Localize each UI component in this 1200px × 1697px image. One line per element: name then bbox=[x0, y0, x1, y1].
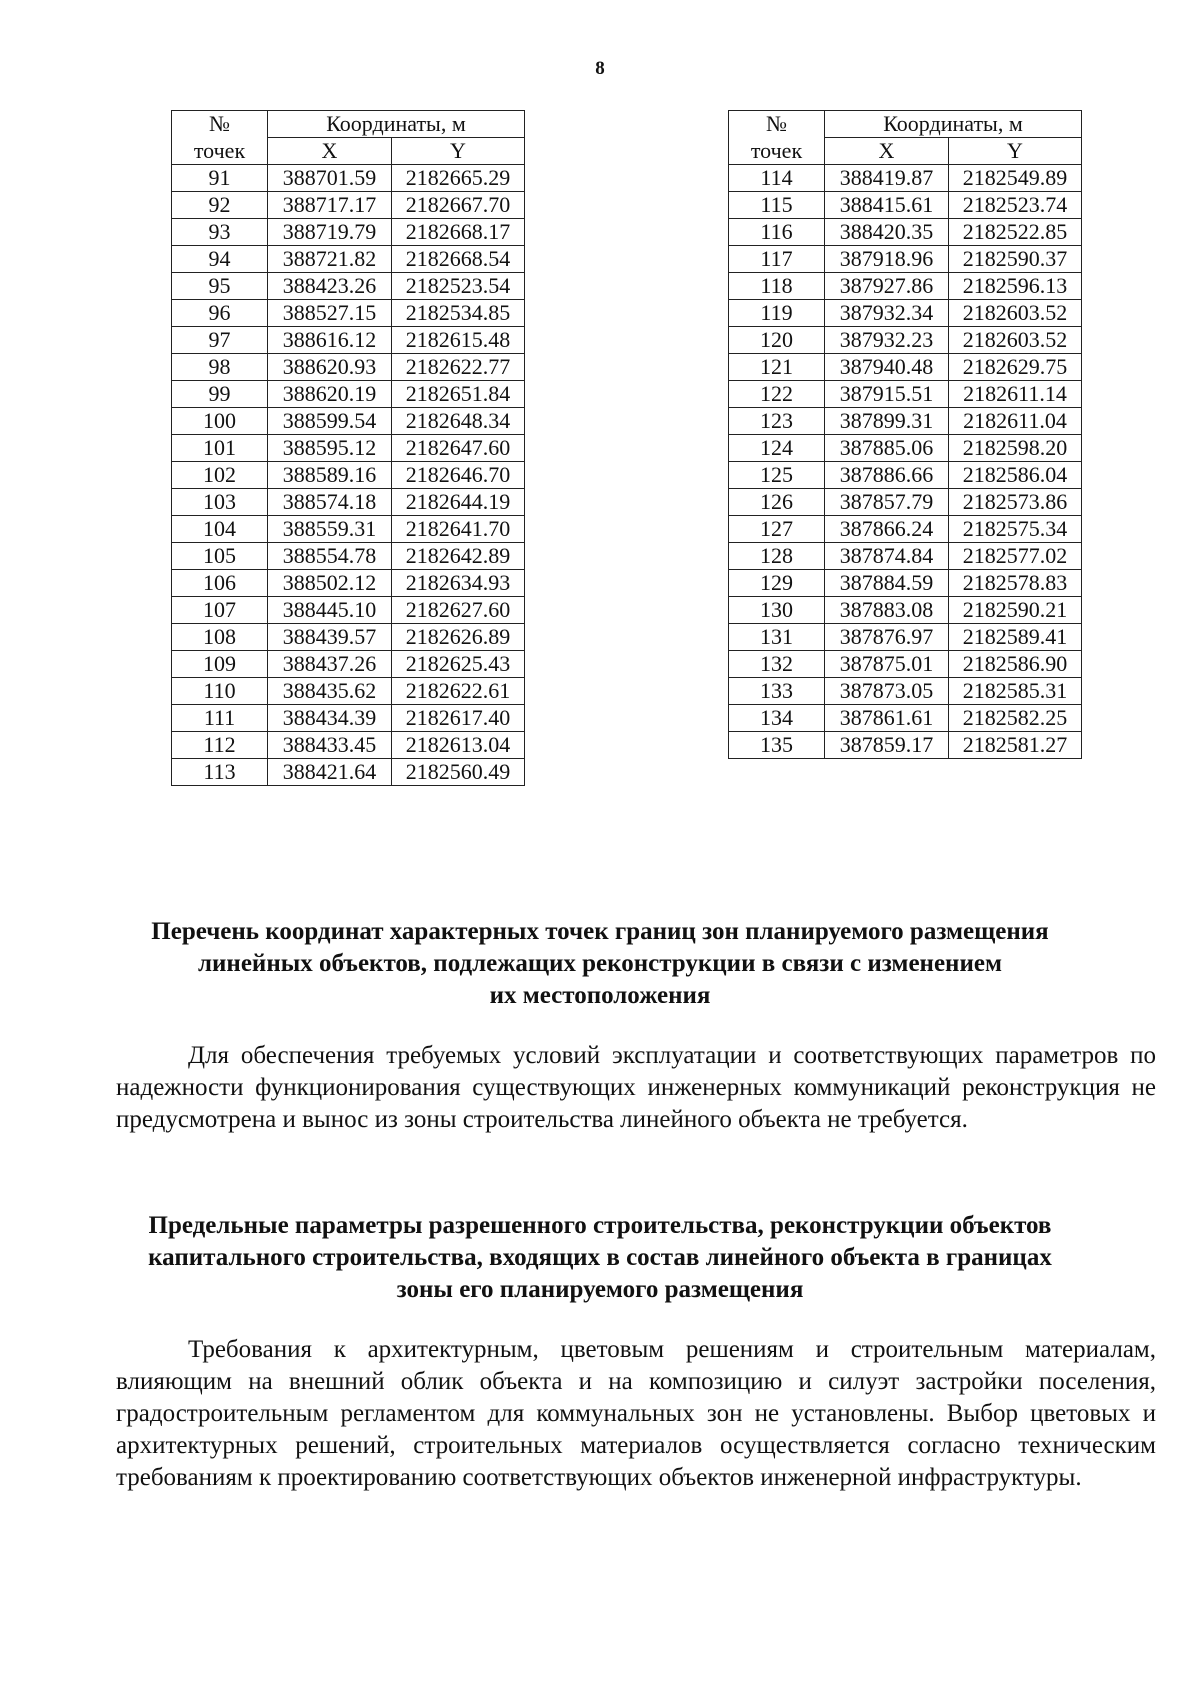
title-line: капитального строительства, входящих в состав линейного объекта в границах bbox=[148, 1244, 1052, 1271]
table-row bbox=[729, 651, 1082, 678]
table-row bbox=[729, 192, 1082, 219]
y-coordinate-cell: 2182585.31 bbox=[949, 678, 1082, 705]
x-coordinate-cell: 388420.35 bbox=[825, 219, 949, 246]
table-row bbox=[172, 705, 525, 732]
point-number-cell: 92 bbox=[172, 192, 268, 219]
header-x: X bbox=[268, 138, 392, 165]
point-number-cell: 111 bbox=[172, 705, 268, 732]
point-number-cell: 98 bbox=[172, 354, 268, 381]
x-coordinate-cell: 388502.12 bbox=[268, 570, 392, 597]
table-row bbox=[729, 570, 1082, 597]
y-coordinate-cell: 2182622.77 bbox=[392, 354, 525, 381]
point-number-cell: 114 bbox=[729, 165, 825, 192]
x-coordinate-cell: 388437.26 bbox=[268, 651, 392, 678]
y-coordinate-cell: 2182523.54 bbox=[392, 273, 525, 300]
table-row bbox=[172, 246, 525, 273]
x-coordinate-cell: 387918.96 bbox=[825, 246, 949, 273]
y-coordinate-cell: 2182646.70 bbox=[392, 462, 525, 489]
y-coordinate-cell: 2182647.60 bbox=[392, 435, 525, 462]
table-row bbox=[172, 408, 525, 435]
point-number-cell: 97 bbox=[172, 327, 268, 354]
point-number-cell: 118 bbox=[729, 273, 825, 300]
point-number-cell: 124 bbox=[729, 435, 825, 462]
x-coordinate-cell: 388527.15 bbox=[268, 300, 392, 327]
y-coordinate-cell: 2182575.34 bbox=[949, 516, 1082, 543]
point-number-cell: 109 bbox=[172, 651, 268, 678]
header-no: № bbox=[729, 111, 825, 138]
header-coordinates: Координаты, м bbox=[268, 111, 525, 138]
y-coordinate-cell: 2182522.85 bbox=[949, 219, 1082, 246]
point-number-cell: 115 bbox=[729, 192, 825, 219]
table-row bbox=[729, 219, 1082, 246]
x-coordinate-cell: 387873.05 bbox=[825, 678, 949, 705]
y-coordinate-cell: 2182573.86 bbox=[949, 489, 1082, 516]
x-coordinate-cell: 388717.17 bbox=[268, 192, 392, 219]
point-number-cell: 94 bbox=[172, 246, 268, 273]
table-row bbox=[729, 705, 1082, 732]
title-line: зоны его планируемого размещения bbox=[396, 1276, 804, 1303]
y-coordinate-cell: 2182590.37 bbox=[949, 246, 1082, 273]
table-row bbox=[729, 597, 1082, 624]
y-coordinate-cell: 2182549.89 bbox=[949, 165, 1082, 192]
point-number-cell: 95 bbox=[172, 273, 268, 300]
y-coordinate-cell: 2182560.49 bbox=[392, 759, 525, 786]
table-row bbox=[172, 759, 525, 786]
y-coordinate-cell: 2182617.40 bbox=[392, 705, 525, 732]
table-row bbox=[729, 381, 1082, 408]
point-number-cell: 112 bbox=[172, 732, 268, 759]
y-coordinate-cell: 2182611.14 bbox=[949, 381, 1082, 408]
y-coordinate-cell: 2182665.29 bbox=[392, 165, 525, 192]
x-coordinate-cell: 388439.57 bbox=[268, 624, 392, 651]
header-points: точек bbox=[729, 138, 825, 165]
y-coordinate-cell: 2182626.89 bbox=[392, 624, 525, 651]
header-points: точек bbox=[172, 138, 268, 165]
table-header-row bbox=[172, 111, 525, 138]
table-row bbox=[729, 516, 1082, 543]
x-coordinate-cell: 387940.48 bbox=[825, 354, 949, 381]
coordinates-table-left bbox=[171, 110, 525, 786]
table-row bbox=[172, 732, 525, 759]
x-coordinate-cell: 387927.86 bbox=[825, 273, 949, 300]
x-coordinate-cell: 388595.12 bbox=[268, 435, 392, 462]
section-title-limit-parameters bbox=[100, 1210, 1100, 1306]
x-coordinate-cell: 387932.23 bbox=[825, 327, 949, 354]
table-row bbox=[172, 570, 525, 597]
point-number-cell: 101 bbox=[172, 435, 268, 462]
point-number-cell: 121 bbox=[729, 354, 825, 381]
point-number-cell: 123 bbox=[729, 408, 825, 435]
table-row bbox=[172, 300, 525, 327]
table-row bbox=[729, 543, 1082, 570]
y-coordinate-cell: 2182603.52 bbox=[949, 300, 1082, 327]
y-coordinate-cell: 2182648.34 bbox=[392, 408, 525, 435]
table-row bbox=[172, 516, 525, 543]
table-header-row bbox=[729, 138, 1082, 165]
table-row bbox=[172, 462, 525, 489]
x-coordinate-cell: 388419.87 bbox=[825, 165, 949, 192]
point-number-cell: 135 bbox=[729, 732, 825, 759]
table-row bbox=[729, 435, 1082, 462]
y-coordinate-cell: 2182613.04 bbox=[392, 732, 525, 759]
y-coordinate-cell: 2182668.54 bbox=[392, 246, 525, 273]
y-coordinate-cell: 2182611.04 bbox=[949, 408, 1082, 435]
y-coordinate-cell: 2182615.48 bbox=[392, 327, 525, 354]
section-paragraph-requirements: Требования к архитектурным, цветовым решениям и строительным материалам, влияющим на внешний облик объекта и на композицию и силуэт застройки поселения, градостроительным регламентом для коммунальных зон не установлены. Выбор цветовых и архитектурных решений, строительных материалов осуществляется согласно техническим требованиям к проектированию соответствующих объектов инженерной инфраструктуры. bbox=[116, 1336, 1156, 1491]
y-coordinate-cell: 2182651.84 bbox=[392, 381, 525, 408]
y-coordinate-cell: 2182596.13 bbox=[949, 273, 1082, 300]
x-coordinate-cell: 387915.51 bbox=[825, 381, 949, 408]
x-coordinate-cell: 387875.01 bbox=[825, 651, 949, 678]
page-number: 8 bbox=[595, 58, 605, 79]
point-number-cell: 128 bbox=[729, 543, 825, 570]
x-coordinate-cell: 388423.26 bbox=[268, 273, 392, 300]
x-coordinate-cell: 387883.08 bbox=[825, 597, 949, 624]
table-row bbox=[729, 273, 1082, 300]
point-number-cell: 100 bbox=[172, 408, 268, 435]
point-number-cell: 107 bbox=[172, 597, 268, 624]
point-number-cell: 131 bbox=[729, 624, 825, 651]
header-y: Y bbox=[392, 138, 525, 165]
y-coordinate-cell: 2182598.20 bbox=[949, 435, 1082, 462]
point-number-cell: 102 bbox=[172, 462, 268, 489]
point-number-cell: 116 bbox=[729, 219, 825, 246]
x-coordinate-cell: 388415.61 bbox=[825, 192, 949, 219]
y-coordinate-cell: 2182586.04 bbox=[949, 462, 1082, 489]
y-coordinate-cell: 2182603.52 bbox=[949, 327, 1082, 354]
point-number-cell: 125 bbox=[729, 462, 825, 489]
table-row bbox=[172, 489, 525, 516]
y-coordinate-cell: 2182577.02 bbox=[949, 543, 1082, 570]
y-coordinate-cell: 2182586.90 bbox=[949, 651, 1082, 678]
point-number-cell: 120 bbox=[729, 327, 825, 354]
x-coordinate-cell: 387932.34 bbox=[825, 300, 949, 327]
table-row bbox=[729, 408, 1082, 435]
table-row bbox=[172, 165, 525, 192]
table-row bbox=[729, 624, 1082, 651]
point-number-cell: 132 bbox=[729, 651, 825, 678]
x-coordinate-cell: 387884.59 bbox=[825, 570, 949, 597]
x-coordinate-cell: 388616.12 bbox=[268, 327, 392, 354]
point-number-cell: 133 bbox=[729, 678, 825, 705]
x-coordinate-cell: 388559.31 bbox=[268, 516, 392, 543]
table-row bbox=[172, 192, 525, 219]
x-coordinate-cell: 388433.45 bbox=[268, 732, 392, 759]
x-coordinate-cell: 388554.78 bbox=[268, 543, 392, 570]
y-coordinate-cell: 2182534.85 bbox=[392, 300, 525, 327]
x-coordinate-cell: 387876.97 bbox=[825, 624, 949, 651]
header-x: X bbox=[825, 138, 949, 165]
table-body bbox=[172, 165, 525, 786]
table-row bbox=[729, 165, 1082, 192]
x-coordinate-cell: 388574.18 bbox=[268, 489, 392, 516]
table-row bbox=[172, 624, 525, 651]
y-coordinate-cell: 2182634.93 bbox=[392, 570, 525, 597]
title-line: Предельные параметры разрешенного строительства, реконструкции объектов bbox=[148, 1212, 1052, 1239]
x-coordinate-cell: 388721.82 bbox=[268, 246, 392, 273]
table-row bbox=[172, 678, 525, 705]
header-coordinates: Координаты, м bbox=[825, 111, 1082, 138]
point-number-cell: 117 bbox=[729, 246, 825, 273]
table-row bbox=[729, 462, 1082, 489]
x-coordinate-cell: 387899.31 bbox=[825, 408, 949, 435]
table-row bbox=[172, 597, 525, 624]
y-coordinate-cell: 2182644.19 bbox=[392, 489, 525, 516]
table-row bbox=[172, 219, 525, 246]
x-coordinate-cell: 387866.24 bbox=[825, 516, 949, 543]
table-row bbox=[172, 381, 525, 408]
point-number-cell: 122 bbox=[729, 381, 825, 408]
point-number-cell: 108 bbox=[172, 624, 268, 651]
point-number-cell: 130 bbox=[729, 597, 825, 624]
x-coordinate-cell: 387886.66 bbox=[825, 462, 949, 489]
y-coordinate-cell: 2182622.61 bbox=[392, 678, 525, 705]
table-row bbox=[172, 543, 525, 570]
table-body bbox=[729, 165, 1082, 759]
point-number-cell: 106 bbox=[172, 570, 268, 597]
table-row bbox=[172, 651, 525, 678]
y-coordinate-cell: 2182629.75 bbox=[949, 354, 1082, 381]
x-coordinate-cell: 388620.93 bbox=[268, 354, 392, 381]
y-coordinate-cell: 2182590.21 bbox=[949, 597, 1082, 624]
table-row bbox=[172, 273, 525, 300]
y-coordinate-cell: 2182641.70 bbox=[392, 516, 525, 543]
x-coordinate-cell: 388435.62 bbox=[268, 678, 392, 705]
title-line: их местоположения bbox=[489, 982, 711, 1009]
section-title-coordinates-list bbox=[100, 916, 1100, 1012]
x-coordinate-cell: 388589.16 bbox=[268, 462, 392, 489]
y-coordinate-cell: 2182668.17 bbox=[392, 219, 525, 246]
point-number-cell: 103 bbox=[172, 489, 268, 516]
x-coordinate-cell: 387857.79 bbox=[825, 489, 949, 516]
point-number-cell: 126 bbox=[729, 489, 825, 516]
x-coordinate-cell: 387861.61 bbox=[825, 705, 949, 732]
x-coordinate-cell: 388445.10 bbox=[268, 597, 392, 624]
y-coordinate-cell: 2182625.43 bbox=[392, 651, 525, 678]
table-row bbox=[729, 246, 1082, 273]
point-number-cell: 96 bbox=[172, 300, 268, 327]
point-number-cell: 119 bbox=[729, 300, 825, 327]
point-number-cell: 127 bbox=[729, 516, 825, 543]
y-coordinate-cell: 2182582.25 bbox=[949, 705, 1082, 732]
y-coordinate-cell: 2182667.70 bbox=[392, 192, 525, 219]
table-row bbox=[172, 354, 525, 381]
y-coordinate-cell: 2182589.41 bbox=[949, 624, 1082, 651]
x-coordinate-cell: 388719.79 bbox=[268, 219, 392, 246]
coordinates-table-right bbox=[728, 110, 1082, 759]
y-coordinate-cell: 2182642.89 bbox=[392, 543, 525, 570]
x-coordinate-cell: 388434.39 bbox=[268, 705, 392, 732]
point-number-cell: 99 bbox=[172, 381, 268, 408]
x-coordinate-cell: 388421.64 bbox=[268, 759, 392, 786]
point-number-cell: 134 bbox=[729, 705, 825, 732]
y-coordinate-cell: 2182578.83 bbox=[949, 570, 1082, 597]
y-coordinate-cell: 2182627.60 bbox=[392, 597, 525, 624]
point-number-cell: 105 bbox=[172, 543, 268, 570]
title-line: линейных объектов, подлежащих реконструкции в связи с изменением bbox=[198, 950, 1002, 977]
x-coordinate-cell: 387885.06 bbox=[825, 435, 949, 462]
table-header-row bbox=[729, 111, 1082, 138]
table-row bbox=[172, 435, 525, 462]
point-number-cell: 104 bbox=[172, 516, 268, 543]
x-coordinate-cell: 387859.17 bbox=[825, 732, 949, 759]
table-row bbox=[172, 327, 525, 354]
table-header-row bbox=[172, 138, 525, 165]
table-row bbox=[729, 354, 1082, 381]
table-row bbox=[729, 489, 1082, 516]
point-number-cell: 110 bbox=[172, 678, 268, 705]
point-number-cell: 113 bbox=[172, 759, 268, 786]
x-coordinate-cell: 387874.84 bbox=[825, 543, 949, 570]
x-coordinate-cell: 388620.19 bbox=[268, 381, 392, 408]
table-row bbox=[729, 327, 1082, 354]
point-number-cell: 91 bbox=[172, 165, 268, 192]
title-line: Перечень координат характерных точек границ зон планируемого размещения bbox=[151, 918, 1049, 945]
header-y: Y bbox=[949, 138, 1082, 165]
section-paragraph-reconstruction: Для обеспечения требуемых условий эксплуатации и соответствующих параметров по надежности функционирования существующих инженерных коммуникаций реконструкция не предусмотрена и вынос из зоны строительства линейного объекта не требуется. bbox=[116, 1042, 1156, 1133]
x-coordinate-cell: 388701.59 bbox=[268, 165, 392, 192]
table-row bbox=[729, 300, 1082, 327]
point-number-cell: 93 bbox=[172, 219, 268, 246]
table-row bbox=[729, 678, 1082, 705]
table-row bbox=[729, 732, 1082, 759]
point-number-cell: 129 bbox=[729, 570, 825, 597]
x-coordinate-cell: 388599.54 bbox=[268, 408, 392, 435]
y-coordinate-cell: 2182523.74 bbox=[949, 192, 1082, 219]
header-no: № bbox=[172, 111, 268, 138]
y-coordinate-cell: 2182581.27 bbox=[949, 732, 1082, 759]
